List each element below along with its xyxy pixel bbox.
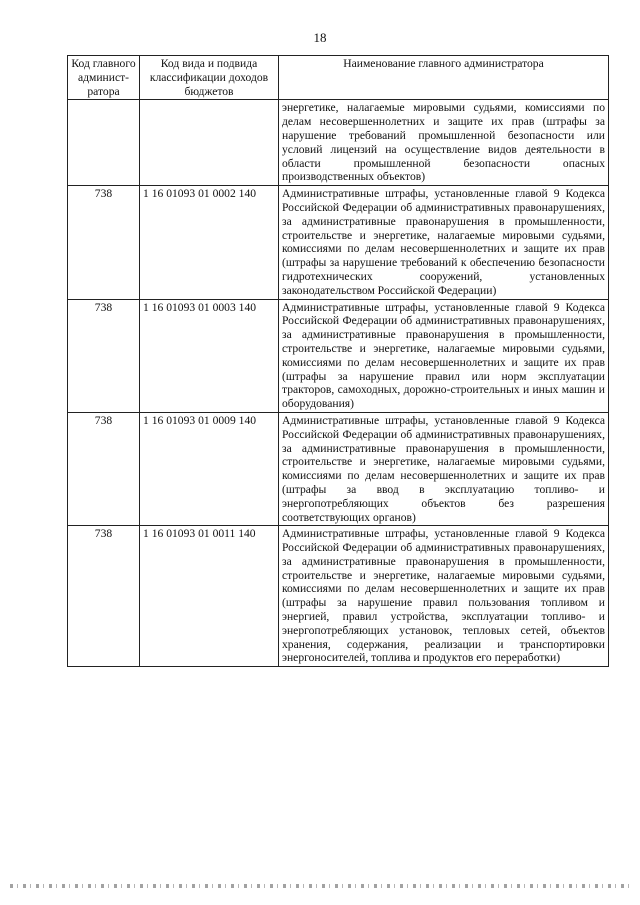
table-row [68,186,609,299]
income-code-cell: 1 16 01093 01 0009 140 [140,412,279,525]
income-code-cell [140,100,279,186]
admin-name-cell: Административные штрафы, установленные главой 9 Кодекса Российской Федерации об административных правонарушениях, за административные правонарушения в промышленности, строительстве и энергетике, налагаемые мировыми судьями, комиссиями по делам несовершеннолетних и защите их прав (штрафы за нарушение правил пользования топливом и энергией, правил устройства, эксплуатации топливо- и энергопотребляющих установок, тепловых сетей, объектов хранения, содержания, реализации и транспортировки энергоносителей, топлива и продуктов его переработки) [279,526,609,667]
admin-name-cell: энергетике, налагаемые мировыми судьями, комиссиями по делам несовершеннолетних и защите их прав (штрафы за нарушение требований промышленной безопасности или условий лицензий на осуществление видов деятельности в области промышленной безопасности опасных производственных объектов) [279,100,609,186]
admin-code-cell: 738 [68,299,140,412]
table-row [68,299,609,412]
header-income-code: Код вида и подвида классификации доходов бюджетов [140,56,279,100]
table-row [68,100,609,186]
table-row [68,412,609,525]
header-admin-code: Код главного админист-ратора [68,56,140,100]
admin-code-cell: 738 [68,526,140,667]
administrators-table [67,55,609,667]
admin-name-cell: Административные штрафы, установленные главой 9 Кодекса Российской Федерации об административных правонарушениях, за административные правонарушения в промышленности, строительстве и энергетике, налагаемые мировыми судьями, комиссиями по делам несовершеннолетних и защите их прав (штрафы за нарушение требований к обеспечению безопасности гидротехнических сооружений, установленных законодательством Российской Федерации) [279,186,609,299]
page-number: 18 [313,30,327,45]
header-admin-name: Наименование главного администратора [279,56,609,100]
income-code-cell: 1 16 01093 01 0003 140 [140,299,279,412]
admin-code-cell [68,100,140,186]
table-header-row [68,56,609,100]
table-row [68,526,609,667]
admin-code-cell: 738 [68,186,140,299]
income-code-cell: 1 16 01093 01 0002 140 [140,186,279,299]
admin-name-cell: Административные штрафы, установленные главой 9 Кодекса Российской Федерации об административных правонарушениях, за административные правонарушения в промышленности, строительстве и энергетике, налагаемые мировыми судьями, комиссиями по делам несовершеннолетних и защите их прав (штрафы за ввод в эксплуатацию топливо- и энергопотребляющих объектов без разрешения соответствующих органов) [279,412,609,525]
admin-code-cell: 738 [68,412,140,525]
scan-noise-strip [10,884,630,888]
admin-name-cell: Административные штрафы, установленные главой 9 Кодекса Российской Федерации об административных правонарушениях, за административные правонарушения в промышленности, строительстве и энергетике, налагаемые мировыми судьями, комиссиями по делам несовершеннолетних и защите их прав (штрафы за нарушение правил или норм эксплуатации тракторов, самоходных, дорожно-строительных и иных машин и оборудования) [279,299,609,412]
income-code-cell: 1 16 01093 01 0011 140 [140,526,279,667]
